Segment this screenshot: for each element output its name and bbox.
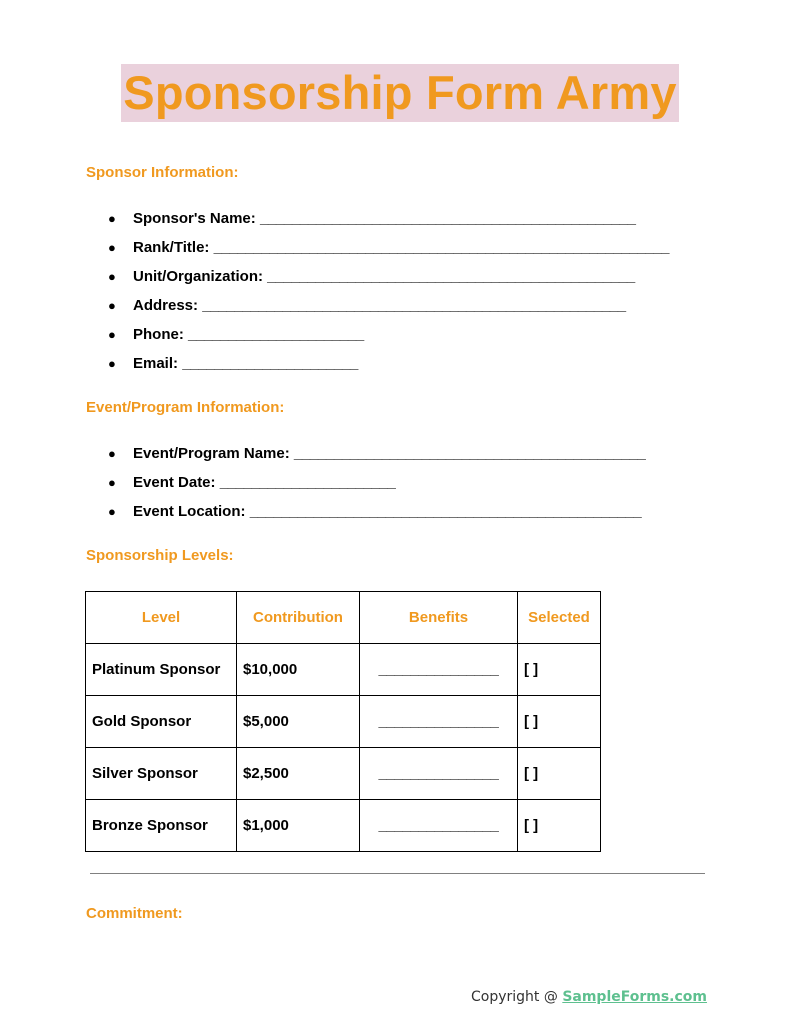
- field-label: Sponsor's Name:: [133, 210, 256, 227]
- level-cell: Bronze Sponsor: [86, 800, 237, 852]
- field-label: Email:: [133, 355, 179, 372]
- sponsor-name-blank[interactable]: _______________________________________________: [259, 210, 636, 227]
- bullet-icon: ●: [108, 269, 116, 284]
- field-phone: [108, 325, 669, 354]
- column-header-contribution: Contribution: [237, 592, 360, 644]
- commitment-heading: Commitment:: [86, 905, 183, 922]
- column-header-level: Level: [86, 592, 237, 644]
- bullet-icon: ●: [108, 211, 116, 226]
- selected-checkbox[interactable]: [ ]: [518, 800, 601, 852]
- field-label: Event Location:: [133, 503, 246, 520]
- field-event-name: [108, 444, 646, 473]
- field-address: [108, 296, 669, 325]
- field-event-date: [108, 473, 646, 502]
- event-location-blank[interactable]: _________________________________________________: [249, 503, 642, 520]
- level-cell: Platinum Sponsor: [86, 644, 237, 696]
- field-event-location: [108, 502, 646, 531]
- address-blank[interactable]: _____________________________________________________: [202, 297, 626, 314]
- bullet-icon: ●: [108, 446, 116, 461]
- field-email: [108, 354, 669, 383]
- field-unit-organization: [108, 267, 669, 296]
- table-row: [86, 800, 601, 852]
- field-label: Event/Program Name:: [133, 445, 290, 462]
- column-header-selected: Selected: [518, 592, 601, 644]
- table-header-row: [86, 592, 601, 644]
- benefits-blank[interactable]: _______________: [360, 800, 518, 852]
- level-cell: Gold Sponsor: [86, 696, 237, 748]
- copyright-text: Copyright @: [471, 989, 563, 1005]
- benefits-blank[interactable]: _______________: [360, 696, 518, 748]
- table-row: [86, 696, 601, 748]
- sponsorship-levels-table: [85, 591, 601, 852]
- field-label: Rank/Title:: [133, 239, 210, 256]
- bullet-icon: ●: [108, 240, 116, 255]
- selected-checkbox[interactable]: [ ]: [518, 644, 601, 696]
- contribution-cell: $5,000: [237, 696, 360, 748]
- phone-blank[interactable]: ______________________: [188, 326, 364, 343]
- column-header-benefits: Benefits: [360, 592, 518, 644]
- field-sponsor-name: [108, 209, 669, 238]
- event-name-blank[interactable]: ____________________________________________: [293, 445, 646, 462]
- event-info-list: [108, 444, 646, 531]
- field-label: Event Date:: [133, 474, 216, 491]
- email-blank[interactable]: ______________________: [182, 355, 359, 372]
- sponsorship-levels-heading: Sponsorship Levels:: [86, 547, 234, 564]
- rank-title-blank[interactable]: _________________________________________________________: [213, 239, 670, 256]
- footer-copyright: [471, 989, 707, 1005]
- table-row: [86, 748, 601, 800]
- table-row: [86, 644, 601, 696]
- section-divider: [90, 873, 705, 874]
- event-date-blank[interactable]: ______________________: [219, 474, 396, 491]
- field-label: Phone:: [133, 326, 184, 343]
- title-container: [0, 64, 800, 122]
- field-label: Unit/Organization:: [133, 268, 263, 285]
- sponsor-info-list: [108, 209, 669, 383]
- selected-checkbox[interactable]: [ ]: [518, 696, 601, 748]
- level-cell: Silver Sponsor: [86, 748, 237, 800]
- contribution-cell: $2,500: [237, 748, 360, 800]
- contribution-cell: $10,000: [237, 644, 360, 696]
- field-rank-title: [108, 238, 669, 267]
- selected-checkbox[interactable]: [ ]: [518, 748, 601, 800]
- sponsor-info-heading: Sponsor Information:: [86, 164, 239, 181]
- benefits-blank[interactable]: _______________: [360, 644, 518, 696]
- contribution-cell: $1,000: [237, 800, 360, 852]
- benefits-blank[interactable]: _______________: [360, 748, 518, 800]
- event-info-heading: Event/Program Information:: [86, 399, 285, 416]
- unit-organization-blank[interactable]: ______________________________________________: [267, 268, 635, 285]
- field-label: Address:: [133, 297, 199, 314]
- page-title: Sponsorship Form Army: [121, 64, 678, 122]
- bullet-icon: ●: [108, 475, 116, 490]
- bullet-icon: ●: [108, 327, 116, 342]
- bullet-icon: ●: [108, 504, 116, 519]
- bullet-icon: ●: [108, 298, 116, 313]
- bullet-icon: ●: [108, 356, 116, 371]
- brand-link[interactable]: SampleForms.com: [562, 989, 708, 1005]
